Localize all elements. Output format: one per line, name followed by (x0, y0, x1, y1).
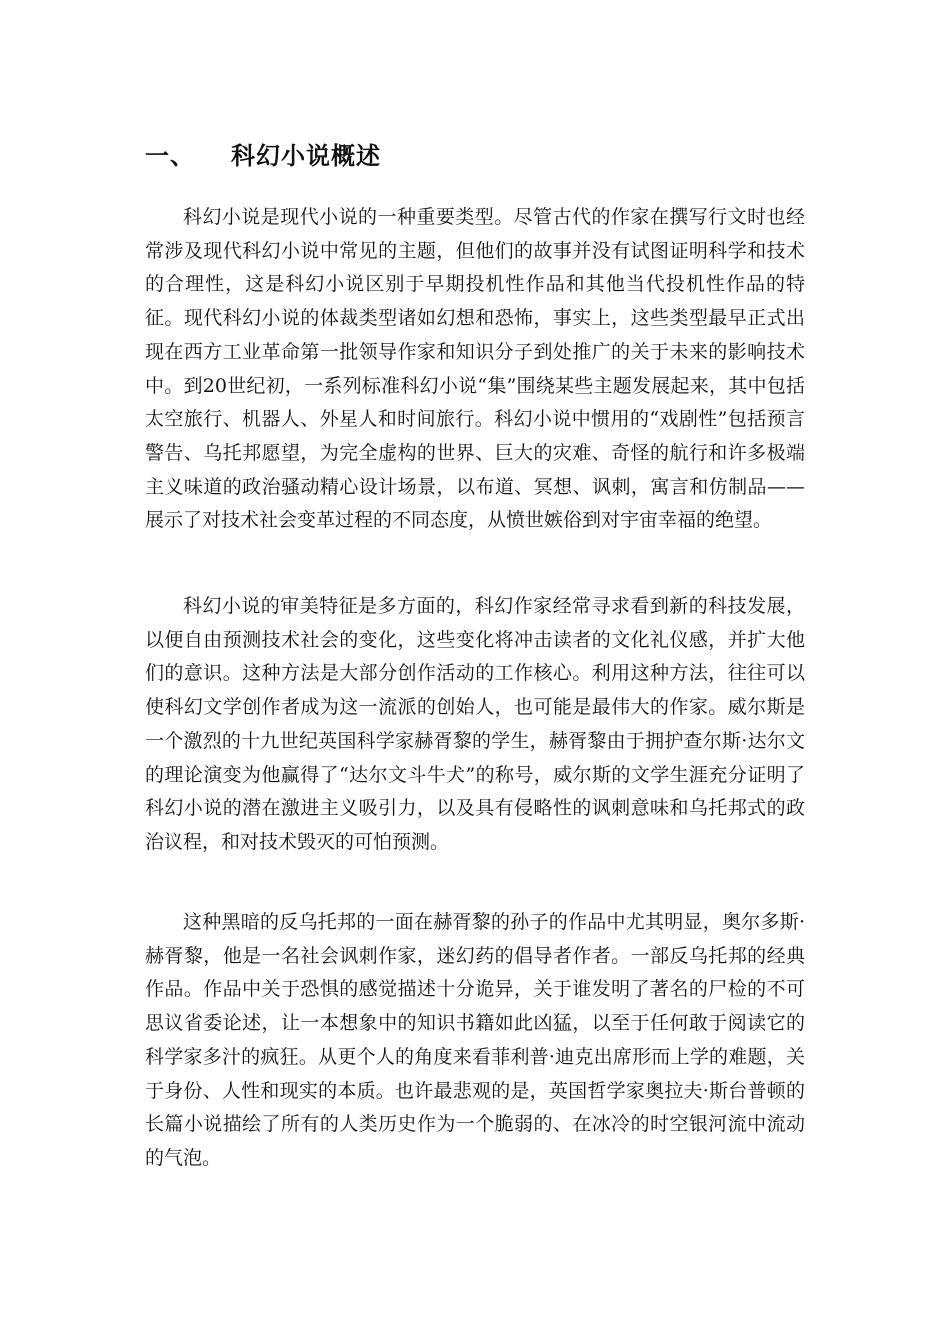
paragraph-2: 科幻小说的审美特征是多方面的，科幻作家经常寻求看到新的科技发展，以便自由预测技术社会的变化，这些变化将冲击读者的文化礼仪感，并扩大他们的意识。这种方法是大部分创作活动的工作核心。利用这种方法，往往可以使科幻文学创作者成为这一流派的创始人，也可能是最伟大的作家。威尔斯是一个激烈的十九世纪英国科学家赫胥黎的学生，赫胥黎由于拥护查尔斯·达尔文的理论演变为他赢得了“达尔文斗牛犬”的称号，威尔斯的文学生涯充分证明了科幻小说的潜在激进主义吸引力，以及具有侵略性的讽刺意味和乌托邦式的政治议程，和对技术毁灭的可怕预测。 (145, 595, 805, 853)
paragraph-3: 这种黑暗的反乌托邦的一面在赫胥黎的孙子的作品中尤其明显，奥尔多斯·赫胥黎，他是一名社会讽刺作家，迷幻药的倡导者作者。一部反乌托邦的经典作品。作品中关于恐惧的感觉描述十分诡异，关于谁发明了著名的尸检的不可思议省委论述，让一本想象中的知识书籍如此凶猛，以至于任何敢于阅读它的科学家多汁的疯狂。从更个人的角度来看菲利普·迪克出席形而上学的难题，关于身份、人性和现实的本质。也许最悲观的是，英国哲学家奥拉夫·斯台普顿的长篇小说描绘了所有的人类历史作为一个脆弱的、在冰冷的时空银河流中流动的气泡。 (145, 911, 805, 1169)
section-number: 一、 (145, 141, 195, 170)
section-heading (145, 136, 381, 170)
section-title: 科幻小说概述 (231, 141, 381, 170)
paragraph-1: 科幻小说是现代小说的一种重要类型。尽管古代的作家在撰写行文时也经常涉及现代科幻小说中常见的主题，但他们的故事并没有试图证明科学和技术的合理性，这是科幻小说区别于早期投机性作品和其他当代投机性作品的特征。现代科幻小说的体裁类型诸如幻想和恐怖，事实上，这些类型最早正式出现在西方工业革命第一批领导作家和知识分子到处推广的关于未来的影响技术中。到20世纪初，一系列标准科幻小说“集”围绕某些主题发展起来，其中包括太空旅行、机器人、外星人和时间旅行。科幻小说中惯用的“戏剧性”包括预言警告、乌托邦愿望，为完全虚构的世界、巨大的灾难、奇怪的航行和许多极端主义味道的政治骚动精心设计场景，以布道、冥想、讽刺，寓言和仿制品——展示了对技术社会变革过程的不同态度，从愤世嫉俗到对宇宙幸福的绝望。 (145, 206, 805, 532)
